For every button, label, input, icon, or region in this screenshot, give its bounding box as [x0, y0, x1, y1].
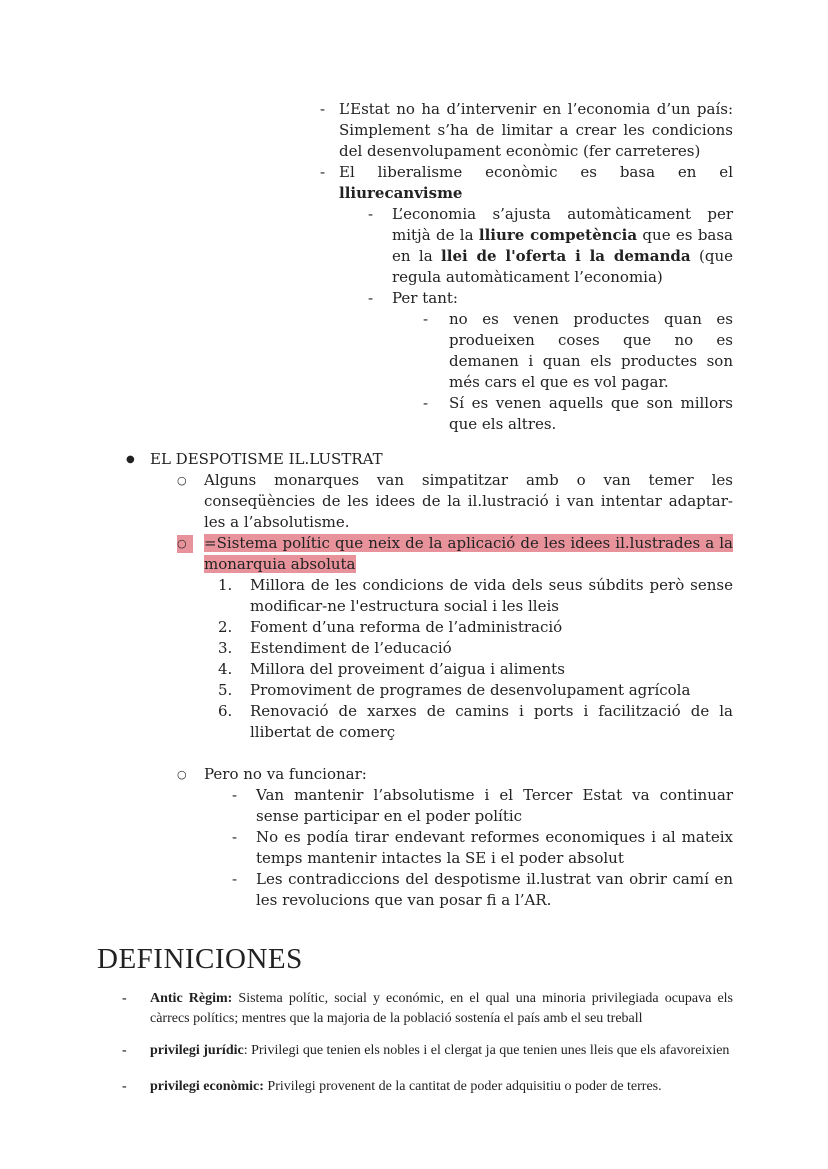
- definition-item: [122, 1041, 733, 1061]
- numbered-item: [218, 659, 733, 680]
- numbered-item-text: Millora del proveiment d’aigua i aliments: [250, 660, 565, 678]
- list-item-text: Per tant:: [392, 289, 458, 307]
- list-item-text: Pero no va funcionar:: [204, 765, 367, 783]
- numbered-item: [218, 638, 733, 659]
- list-item: [320, 162, 733, 204]
- number-bullet: 2.: [218, 618, 233, 636]
- numbered-item: [218, 680, 733, 701]
- section-title-item: [126, 449, 733, 470]
- definition-text: privilegi jurídic: Privilegi que tenien els nobles i el clergat ja que tenien unes lleis que els afavoreixien: [150, 1043, 730, 1058]
- highlighted-text: =Sistema polític que neix de la aplicació de les idees il.lustrades a la monarquia absoluta: [204, 534, 733, 573]
- circle-bullet: ○: [177, 768, 187, 781]
- dash-bullet: -: [368, 289, 374, 307]
- list-item: [232, 869, 733, 911]
- list-item: [232, 827, 733, 869]
- number-bullet: 5.: [218, 681, 233, 699]
- circle-bullet: ○: [177, 533, 193, 554]
- highlighted-list-item: [177, 533, 733, 575]
- dash-bullet: -: [232, 870, 238, 888]
- numbered-item-text: Foment d’una reforma de l’administració: [250, 618, 563, 636]
- numbered-item-text: Promoviment de programes de desenvolupament agrícola: [250, 681, 691, 699]
- definition-text: Antic Règim: Sistema polític, social y económic, en el qual una minoria privilegiada ocupava els càrrecs polítics; mentres que la majoria de la població sostenía el país amb el seu treball: [150, 991, 734, 1026]
- list-item-text: Les contradiccions del despotisme il.lustrat van obrir camí en les revolucions que van posar fi a l’AR.: [256, 870, 733, 909]
- list-item: [177, 470, 733, 533]
- list-item-text: No es podía tirar endevant reformes economiques i al mateix temps mantenir intactes la SE i el poder absolut: [256, 828, 733, 867]
- list-item: [368, 204, 733, 288]
- list-item-text: Van mantenir l’absolutisme i el Tercer Estat va continuar sense participar en el poder polític: [256, 786, 733, 825]
- section-title-text: EL DESPOTISME IL.LUSTRAT: [150, 450, 383, 468]
- list-item-text: L’economia s’ajusta automàticament per mitjà de la lliure competència que es basa en la llei de l'oferta i la demanda (que regula automàticament l’economia): [392, 205, 733, 286]
- list-item: [232, 785, 733, 827]
- list-item: [177, 764, 733, 785]
- list-item-text: no es venen productes quan es produeixen coses que no es demanen i quan els productes son més cars el que es vol pagar.: [449, 310, 733, 391]
- dash-bullet: -: [423, 310, 429, 328]
- dash-bullet: -: [320, 100, 326, 118]
- dash-bullet: -: [232, 786, 238, 804]
- definition-item: [122, 989, 733, 1029]
- numbered-item: [218, 617, 733, 638]
- list-item: [320, 99, 733, 162]
- list-item-text: Sí es venen aquells que son millors que els altres.: [449, 394, 733, 433]
- list-item-text: L’Estat no ha d’intervenir en l’economia d’un país: Simplement s’ha de limitar a crear les condicions del desenvolupament econòmic (fer carreteres): [339, 100, 733, 160]
- numbered-item: [218, 575, 733, 617]
- dash-bullet: -: [232, 828, 238, 846]
- list-item-text: El liberalisme econòmic es basa en el lliurecanvisme: [339, 163, 733, 202]
- numbered-item-text: Renovació de xarxes de camins i ports i facilització de la llibertat de comerç: [250, 702, 733, 741]
- dash-bullet: -: [122, 1079, 127, 1094]
- dash-bullet: -: [122, 1043, 127, 1058]
- dash-bullet: -: [320, 163, 326, 181]
- dash-bullet: -: [423, 394, 429, 412]
- dash-bullet: -: [122, 991, 127, 1006]
- list-item-text: Alguns monarques van simpatitzar amb o van temer les conseqüències de les idees de la il.lustració i van intentar adaptar-les a l’absolutisme.: [204, 471, 733, 531]
- number-bullet: 4.: [218, 660, 233, 678]
- numbered-item-text: Estendiment de l’educació: [250, 639, 452, 657]
- numbered-item-text: Millora de les condicions de vida dels seus súbdits però sense modificar-ne l'estructura social i les lleis: [250, 576, 733, 615]
- dash-bullet: -: [368, 205, 374, 223]
- circle-bullet: ○: [177, 474, 187, 487]
- definition-item: [122, 1077, 733, 1097]
- list-item: [423, 393, 733, 435]
- list-item: [368, 288, 733, 309]
- disc-bullet: ●: [126, 454, 135, 465]
- number-bullet: 1.: [218, 576, 233, 594]
- definitions-heading: DEFINICIONES: [97, 943, 303, 975]
- numbered-item: [218, 701, 733, 743]
- number-bullet: 3.: [218, 639, 233, 657]
- number-bullet: 6.: [218, 702, 233, 720]
- definition-text: privilegi econòmic: Privilegi provenent de la cantitat de poder adquisitiu o poder de terres.: [150, 1079, 662, 1094]
- list-item: [423, 309, 733, 393]
